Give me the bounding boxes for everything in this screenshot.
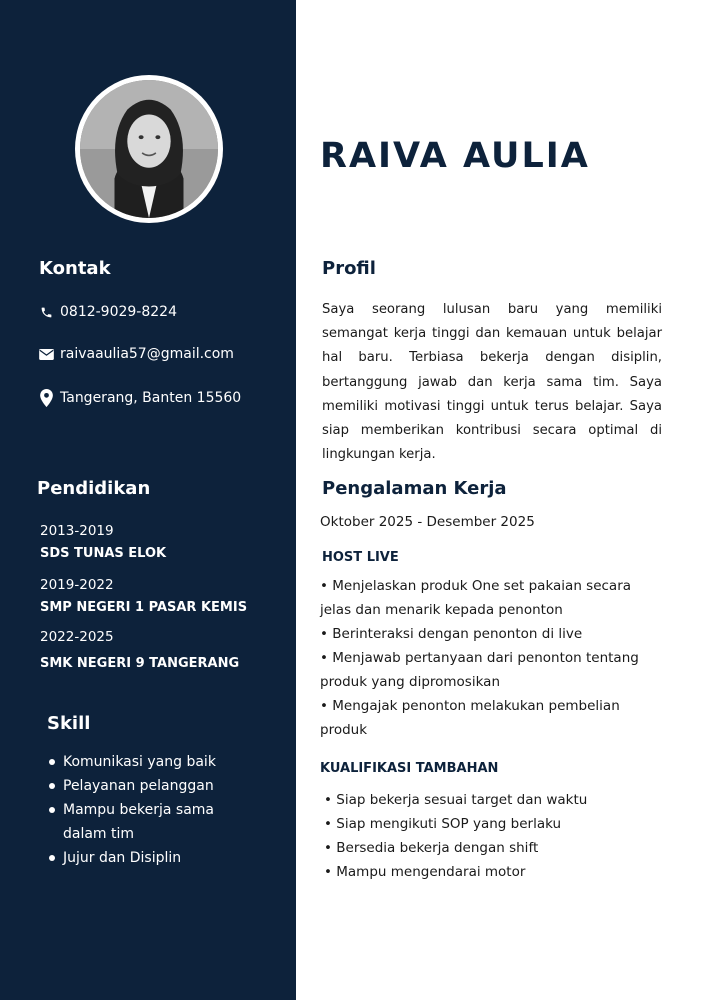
phone-icon: [38, 304, 54, 320]
contact-address: [38, 390, 241, 406]
sidebar: [0, 0, 296, 1000]
qualification-item: • Siap mengikuti SOP yang berlaku: [324, 816, 562, 832]
contact-heading: Kontak: [39, 258, 111, 279]
experience-heading: Pengalaman Kerja: [322, 478, 507, 499]
candidate-name: RAIVA AULIA: [320, 136, 590, 176]
qualification-item: • Siap bekerja sesuai target dan waktu: [324, 792, 588, 808]
education-school: SMK NEGERI 9 TANGERANG: [40, 656, 240, 671]
qualifications-list: [324, 788, 674, 884]
location-pin-icon: [38, 390, 54, 406]
avatar-illustration: [80, 80, 218, 218]
qualification-item: • Mampu mengendarai motor: [324, 864, 526, 880]
job-title: HOST LIVE: [322, 550, 399, 565]
education-school: SMP NEGERI 1 PASAR KEMIS: [40, 600, 248, 615]
qualifications-heading: KUALIFIKASI TAMBAHAN: [320, 761, 499, 776]
job-duty-line: • Menjawab pertanyaan dari penonton tentang: [320, 650, 639, 666]
skill-item: Mampu bekerja sama: [48, 798, 216, 822]
skill-item: Komunikasi yang baik: [48, 750, 216, 774]
contact-phone: [38, 304, 177, 320]
education-years: 2019-2022: [40, 577, 114, 593]
job-duty-line: produk: [320, 722, 368, 738]
skill-heading: Skill: [47, 713, 91, 734]
skill-list: [48, 750, 216, 870]
job-duties-list: [320, 574, 670, 742]
profile-photo: [80, 80, 218, 218]
profile-photo-frame: [75, 75, 223, 223]
experience-period: Oktober 2025 - Desember 2025: [320, 514, 535, 530]
skill-item: Pelayanan pelanggan: [48, 774, 216, 798]
job-duty-line: jelas dan menarik kepada penonton: [320, 602, 563, 618]
skill-item: Jujur dan Disiplin: [48, 846, 216, 870]
education-years: 2022-2025: [40, 629, 114, 645]
job-duty-line: produk yang dipromosikan: [320, 674, 501, 690]
qualification-item: • Bersedia bekerja dengan shift: [324, 840, 539, 856]
address-text: Tangerang, Banten 15560: [60, 390, 242, 406]
email-text: raivaaulia57@gmail.com: [60, 346, 234, 362]
mail-icon: [38, 346, 54, 362]
phone-text: 0812-9029-8224: [60, 304, 177, 320]
education-school: SDS TUNAS ELOK: [40, 546, 167, 561]
education-years: 2013-2019: [40, 523, 114, 539]
profile-heading: Profil: [322, 258, 376, 279]
job-duty-line: • Mengajak penonton melakukan pembelian: [320, 698, 620, 714]
job-duty-line: • Menjelaskan produk One set pakaian secara: [320, 578, 632, 594]
contact-email: [38, 346, 234, 362]
skill-item-continuation: dalam tim: [63, 826, 135, 842]
education-heading: Pendidikan: [37, 478, 151, 499]
job-duty-line: • Berinteraksi dengan penonton di live: [320, 626, 583, 642]
profile-text: Saya seorang lulusan baru yang memiliki semangat kerja tinggi dan kemauan untuk belajar hal baru. Terbiasa bekerja dengan disiplin, bertanggung jawab dan kerja sama tim. Saya memiliki motivasi tinggi untuk terus belajar. Saya siap memberikan kontribusi secara optimal di lingkungan kerja.: [322, 302, 662, 463]
